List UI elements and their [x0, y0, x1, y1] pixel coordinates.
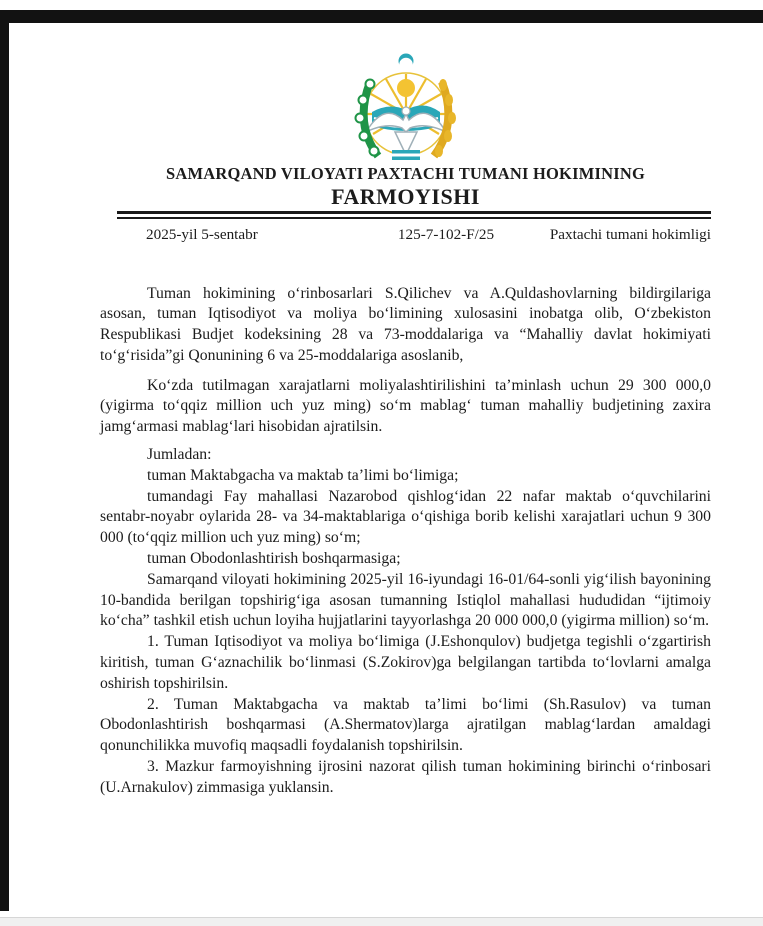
decree-item-3: 3. Mazkur farmoyishning ijrosini nazorat qilish tuman hokimining birinchi oʻrinbosari (U.Arnakulov) zimmasiga yuklansin.	[100, 758, 711, 796]
allocation-paragraph: Koʻzda tutilmagan xarajatlarni moliyalashtirilishini taʼminlash uchun 29 300 000,0 (yigirma toʻqqiz million uch yuz ming) soʻm mablagʻ tuman mahalliy budjetining zaxira jamgʻarmasi mablagʻlari hisobidan ajratilsin.	[100, 376, 711, 436]
school-transport-paragraph: tumandagi Fay mahallasi Nazarobod qishlogʻidan 22 nafar maktab oʻquvchilarini sentabr-noyabr oylarida 28- va 34-maktablariga oʻqishiga borib kelishi xarajatlari uchun 9 300 000 (toʻqqiz million uch yuz ming) soʻm;	[100, 487, 711, 547]
document-date: 2025-yil 5-sentabr	[146, 225, 258, 243]
social-street-paragraph: Samarqand viloyati hokimining 2025-yil 16-iyundagi 16-01/64-sonli yigʻilish bayonining 10-bandida berilgan topshirigʻiga asosan tumanning Istiqlol mahallasi hududidan “ijtimoiy koʻcha” tashkil etish uchun loyiha hujjatlarini tayyorlashga 20 000 000,0 (yigirma million) soʻm.	[100, 570, 711, 630]
document-content	[100, 0, 711, 799]
double-rule-divider	[117, 211, 711, 219]
recipient-education-line: tuman Maktabgacha va maktab taʼlimi boʻlimiga;	[147, 466, 459, 484]
decree-item-2: 2. Tuman Maktabgacha va maktab taʼlimi boʻlimi (Sh.Rasulov) va tuman Obodonlashtirish boshqarmasi (A.Shermatov)larga ajratilgan mablagʻlardan amaldagi qonunchilikka muvofiq maqsadli foydalanish topshirilsin.	[100, 695, 711, 755]
scan-edge-bottom-strip	[0, 917, 763, 926]
jumladan-label: Jumladan:	[147, 446, 212, 464]
document-title: SAMARQAND VILOYATI PAXTACHI TUMANI HOKIMINING	[166, 164, 645, 183]
preamble-paragraph: Tuman hokimining oʻrinbosarlari S.Qilichev va A.Quldashovlarning bildirgilariga asosan, tuman Iqtisodiyot va moliya boʻlimining xulosasini inobatga olib, Oʻzbekiston Respublikasi Budjet kodeksining 28 va 73-moddalariga va “Mahalliy davlat hokimiyati toʻgʻrisida”gi Qonunining 6 va 25-moddalariga asoslanib,	[100, 284, 711, 364]
document-type-title: FARMOYISHI	[331, 184, 480, 209]
uzbekistan-state-emblem-icon	[346, 52, 466, 162]
decree-item-1: 1. Tuman Iqtisodiyot va moliya boʻlimiga (J.Eshonqulov) budjetga tegishli oʻzgartirish kiritish, tuman Gʻaznachilik boʻlinmasi (S.Zokirov)ga belgilangan tartibda toʻlovlarni amalga oshirish topshirilsin.	[100, 633, 711, 692]
document-meta-row	[100, 226, 711, 244]
issuing-authority: Paxtachi tumani hokimligi	[549, 225, 711, 243]
document-number: 125-7-102-F/25	[397, 225, 495, 243]
decree-body	[100, 284, 711, 799]
recipient-landscaping-line: tuman Obodonlashtirish boshqarmasiga;	[147, 550, 401, 568]
scan-edge-left-bar	[0, 10, 9, 911]
